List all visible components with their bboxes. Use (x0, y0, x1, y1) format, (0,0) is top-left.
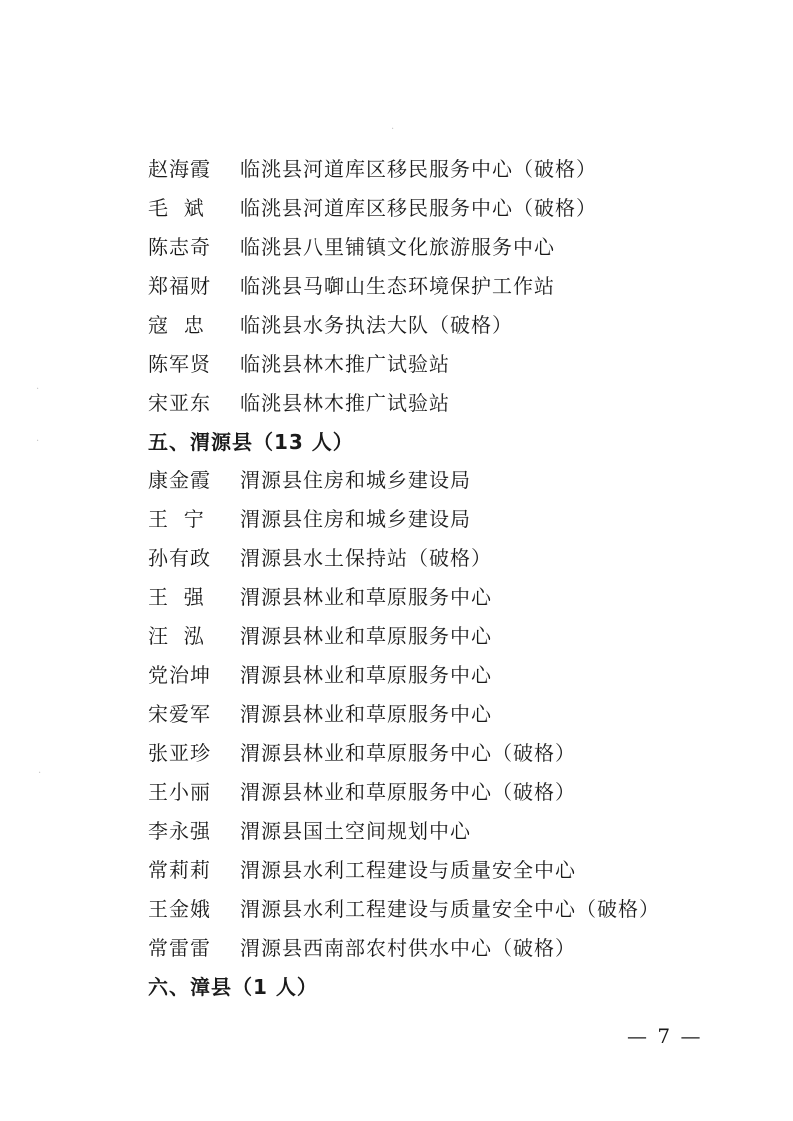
list-item (148, 461, 748, 500)
list-item (148, 306, 748, 345)
list-item (148, 851, 748, 890)
person-name: 郑福财 (148, 274, 211, 298)
scan-speck: · (36, 436, 40, 447)
work-unit: 渭源县西南部农村供水中心（破格） (240, 936, 576, 960)
list-item (148, 189, 748, 228)
list-item (148, 345, 748, 384)
work-unit: 临洮县马啣山生态环境保护工作站 (240, 274, 555, 298)
work-unit: 渭源县林业和草原服务中心 (240, 702, 492, 726)
person-name: 康金霞 (148, 468, 211, 492)
list-item (148, 150, 748, 189)
scan-speck: · (391, 124, 395, 135)
person-name: 常雷雷 (148, 936, 211, 960)
work-unit: 渭源县水土保持站（破格） (240, 546, 492, 570)
list-item (148, 812, 748, 851)
section-heading: 五、渭源县（13 人） (148, 430, 354, 454)
person-name: 陈志奇 (148, 235, 211, 259)
person-name: 寇 忠 (148, 313, 205, 337)
list-item (148, 384, 748, 423)
person-name: 汪 泓 (148, 624, 205, 648)
work-unit: 临洮县水务执法大队（破格） (240, 313, 513, 337)
person-name: 李永强 (148, 819, 211, 843)
person-name: 王小丽 (148, 780, 211, 804)
person-name: 常莉莉 (148, 858, 211, 882)
list-item (148, 578, 748, 617)
list-item (148, 890, 748, 929)
list-item (148, 656, 748, 695)
work-unit: 渭源县林业和草原服务中心 (240, 663, 492, 687)
person-name: 赵海霞 (148, 157, 211, 181)
personnel-list (148, 150, 748, 1006)
work-unit: 临洮县河道库区移民服务中心（破格） (240, 196, 597, 220)
list-item (148, 773, 748, 812)
list-item (148, 734, 748, 773)
list-item (148, 500, 748, 539)
work-unit: 临洮县林木推广试验站 (240, 391, 450, 415)
work-unit: 渭源县水利工程建设与质量安全中心 (240, 858, 576, 882)
work-unit: 临洮县八里铺镇文化旅游服务中心 (240, 235, 555, 259)
scan-speck: · (36, 384, 40, 395)
list-item (148, 228, 748, 267)
work-unit: 渭源县国土空间规划中心 (240, 819, 471, 843)
person-name: 宋爱军 (148, 702, 211, 726)
work-unit: 临洮县林木推广试验站 (240, 352, 450, 376)
person-name: 王 强 (148, 585, 205, 609)
list-item (148, 929, 748, 968)
person-name: 宋亚东 (148, 391, 211, 415)
work-unit: 临洮县河道库区移民服务中心（破格） (240, 157, 597, 181)
work-unit: 渭源县林业和草原服务中心 (240, 624, 492, 648)
person-name: 陈军贤 (148, 352, 211, 376)
section-heading: 六、漳县（1 人） (148, 975, 318, 999)
list-item (148, 695, 748, 734)
person-name: 王金娥 (148, 897, 211, 921)
person-name: 毛 斌 (148, 196, 205, 220)
work-unit: 渭源县林业和草原服务中心（破格） (240, 780, 576, 804)
work-unit: 渭源县林业和草原服务中心（破格） (240, 741, 576, 765)
page-number: — 7 — (627, 1024, 703, 1048)
list-item (148, 539, 748, 578)
person-name: 孙有政 (148, 546, 211, 570)
list-item (148, 617, 748, 656)
list-item (148, 267, 748, 306)
work-unit: 渭源县住房和城乡建设局 (240, 468, 471, 492)
work-unit: 渭源县住房和城乡建设局 (240, 507, 471, 531)
person-name: 党治坤 (148, 663, 211, 687)
scan-speck: · (38, 768, 42, 779)
person-name: 王 宁 (148, 507, 205, 531)
work-unit: 渭源县林业和草原服务中心 (240, 585, 492, 609)
person-name: 张亚珍 (148, 741, 211, 765)
work-unit: 渭源县水利工程建设与质量安全中心（破格） (240, 897, 660, 921)
